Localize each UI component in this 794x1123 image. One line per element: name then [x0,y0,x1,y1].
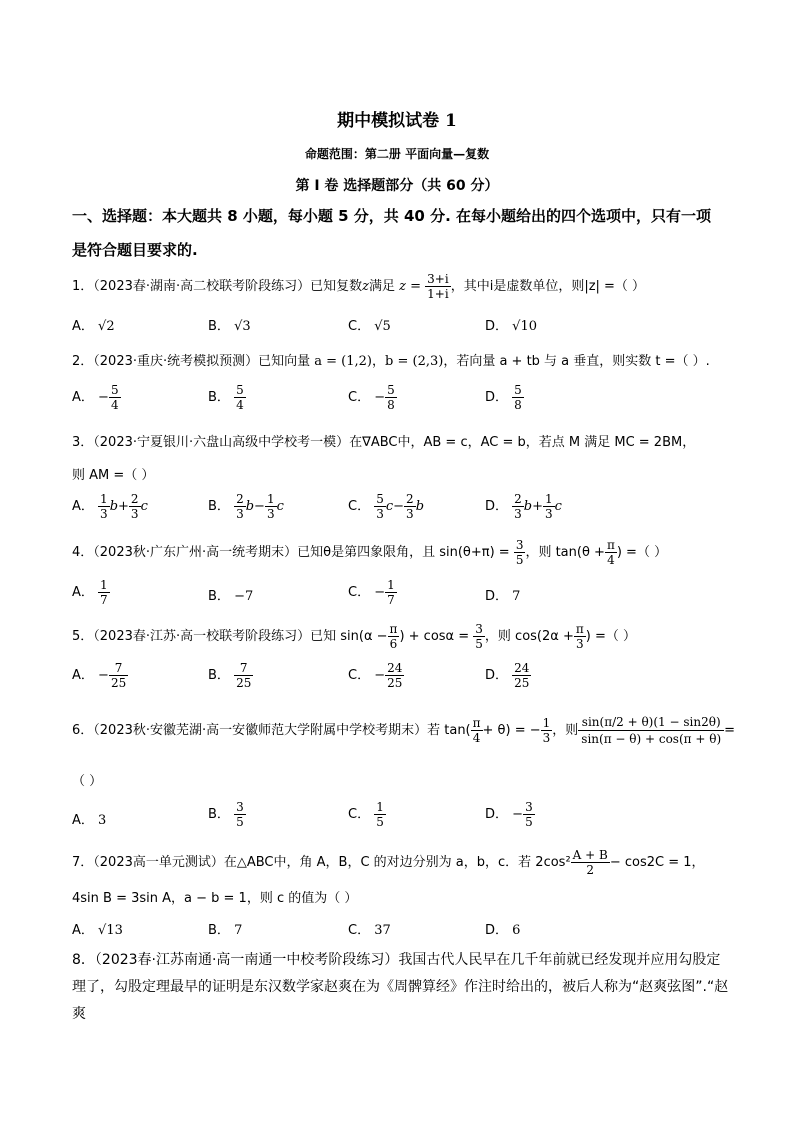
exam-title: 期中模拟试卷 1 [337,111,457,131]
q7-option-c: C． 37 [348,923,391,938]
q1-option-a: A． √2 [72,319,115,334]
q3-option-a: A． $\frac{1}{3}$ b+ $\frac{2}{3}$ c [72,492,148,521]
section-instructions-line1: 一、选择题：本大题共 8 小题，每小题 5 分，共 40 分. 在每小题给出的四个选项中，只有一项 [72,207,712,225]
q2-option-c: C． − $\frac{5}{8}$ [348,383,395,412]
q6-option-b: B． $\frac{3}{5}$ [208,800,244,829]
q7-option-d: D． 6 [485,923,521,938]
q4-option-b: B． −7 [208,589,254,604]
q5-option-a: A． − $\frac{7}{25}$ [72,661,127,690]
part-heading: 第 I 卷 选择题部分（共 60 分） [295,178,499,194]
q3-option-d: D． $\frac{2}{3}$ b+ $\frac{1}{3}$ c [485,492,562,521]
question-3-line2: 则 AM =（ ） [72,468,155,483]
q5-option-b: B． $\frac{7}{25}$ [208,661,252,690]
q7-option-b: B． 7 [208,923,243,938]
q3-option-c: C． $\frac{5}{3}$ c− $\frac{2}{3}$ b [348,492,425,521]
exam-scope: 命题范围：第二册 平面向量—复数 [304,147,490,161]
q1-option-d: D． √10 [485,319,537,334]
question-6-blank: （ ） [72,774,103,789]
q5-option-c: C． − $\frac{24}{25}$ [348,661,403,690]
question-2: 2．（2023·重庆·统考模拟预测）已知向量 a = (1,2)，b = (2,3)，若向量 a + tb 与 a 垂直，则实数 t =（ ）. [72,354,710,369]
question-7-line2: 4sin B = 3sin A，a − b = 1，则 c 的值为（ ） [72,891,358,906]
question-4: 4．（2023秋·广东广州·高一统考期末）已知θ是第四象限角，且 sin(θ+π) = $\frac{3}{5}$ ，则 tan(θ + $\frac{\pi}{4}$ ) =（ ） [72,538,668,567]
question-3-line1: 3．（2023·宁夏银川·六盘山高级中学校考一模）在∇ABC中，AB = c，AC = b，若点 M 满足 MC = 2BM， [72,435,696,450]
question-1: 1．（2023春·湖南·高二校联考阶段练习）已知复数z满足 z = $\frac{3+i}{1+i}$ ，其中i是虚数单位，则|z| =（ ） [72,272,646,301]
q5-option-d: D． $\frac{24}{25}$ [485,661,530,690]
q1-option-b: B． √3 [208,319,251,334]
question-6: 6．（2023秋·安徽芜湖·高一安徽师范大学附属中学校考期末）若 tan( $\frac{\pi}{4}$ + θ) = − $\frac{1}{3}$ ，则 $\frac{\sin(\pi/2 + \theta)(1 - \sin 2\theta)}{\sin(\pi - \theta) + \cos(\pi + \theta)}$ = [72,715,736,746]
question-8: 8．（2023春·江苏南通·高一南通一中校考阶段练习）我国古代人民早在几千年前就已经发现并应用勾股定理了，勾股定理最早的证明是东汉数学家赵爽在为《周髀算经》作注时给出的，被后人称为“赵爽弦图”.“赵爽 [72,952,729,1022]
q2-option-a: A． − $\frac{5}{4}$ [72,383,119,412]
section-instructions-line2: 是符合题目要求的. [72,241,198,259]
q2-option-d: D． $\frac{5}{8}$ [485,383,522,412]
q6-option-d: D． − $\frac{3}{5}$ [485,800,533,829]
q6-big-fraction: $\frac{\sin(\pi/2 + \theta)(1 - \sin 2\theta)}{\sin(\pi - \theta) + \cos(\pi + \theta)}$ [578,714,724,747]
q1-option-c: C． √5 [348,319,391,334]
question-7-line1: 7．（2023高一单元测试）在△ABC中，角 A，B，C 的对边分别为 a，b，c．若 2cos² $\frac{A + B}{2}$ − cos2C = 1， [72,848,705,877]
q1-fraction: $\frac{3+i}{1+i}$ [427,272,449,301]
q4-option-a: A． $\frac{1}{7}$ [72,578,108,607]
q4-option-c: C． − $\frac{1}{7}$ [348,578,395,607]
q7-option-a: A． √13 [72,923,123,938]
q4-option-d: D． 7 [485,589,521,604]
q6-option-c: C． $\frac{1}{5}$ [348,800,384,829]
q3-option-b: B． $\frac{2}{3}$ b− $\frac{1}{3}$ c [208,492,284,521]
question-5: 5．（2023春·江苏·高一校联考阶段练习）已知 sin(α − $\frac{\pi}{6}$ ) + cosα = $\frac{3}{5}$ ，则 cos(2α + $\frac{\pi}{3}$ ) =（ ） [72,622,636,651]
q6-option-a: A． 3 [72,813,107,828]
q2-option-b: B． $\frac{5}{4}$ [208,383,244,412]
